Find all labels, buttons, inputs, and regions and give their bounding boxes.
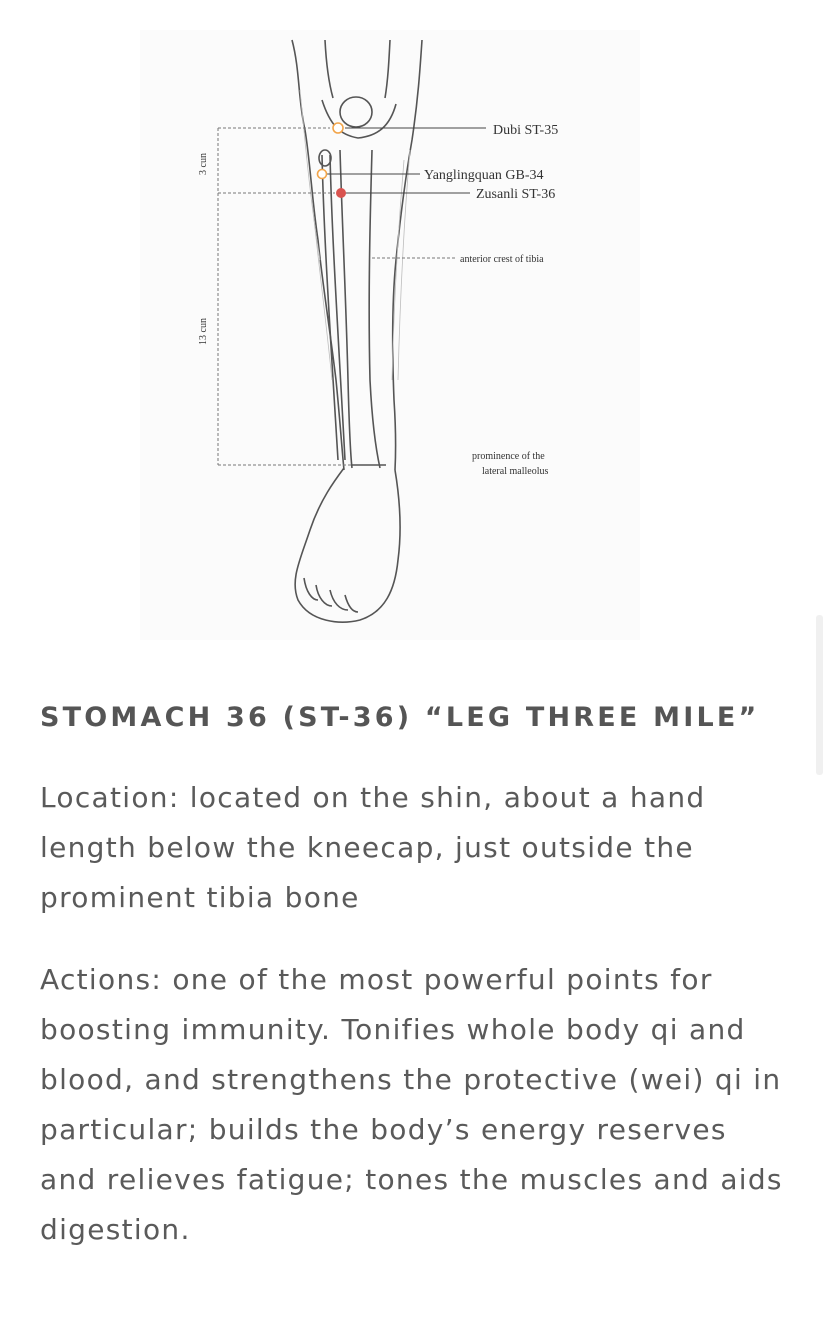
location-paragraph: Location: located on the shin, about a hand length below the kneecap, just outside the prominent tibia bone: [40, 781, 706, 914]
label-anterior-crest: anterior crest of tibia: [460, 254, 544, 265]
label-zusanli: Zusanli ST-36: [476, 187, 556, 202]
label-yanglingquan: Yanglingquan GB-34: [424, 168, 544, 183]
point-heading: STOMACH 36 (ST-36) “LEG THREE MILE”: [40, 702, 760, 733]
leg-acupoint-illustration: [140, 30, 640, 640]
yanglingquan-point: [318, 170, 327, 179]
label-prominence-line1: prominence of the: [472, 451, 545, 462]
label-3-cun: 3 cun: [198, 153, 209, 175]
label-13-cun: 13 cun: [198, 318, 209, 345]
label-dubi: Dubi ST-35: [493, 123, 559, 138]
zusanli-point: [336, 188, 346, 198]
scrollbar[interactable]: [816, 615, 823, 775]
dubi-point: [333, 123, 343, 133]
label-prominence-line2: lateral malleolus: [482, 466, 549, 477]
actions-paragraph: Actions: one of the most powerful points for boosting immunity. Tonifies whole body qi and blood, and strengthens the protective (wei) qi in particular; builds the body’s energy reserves and relieves fatigue; tones the muscles and aids digestion.: [40, 963, 783, 1246]
